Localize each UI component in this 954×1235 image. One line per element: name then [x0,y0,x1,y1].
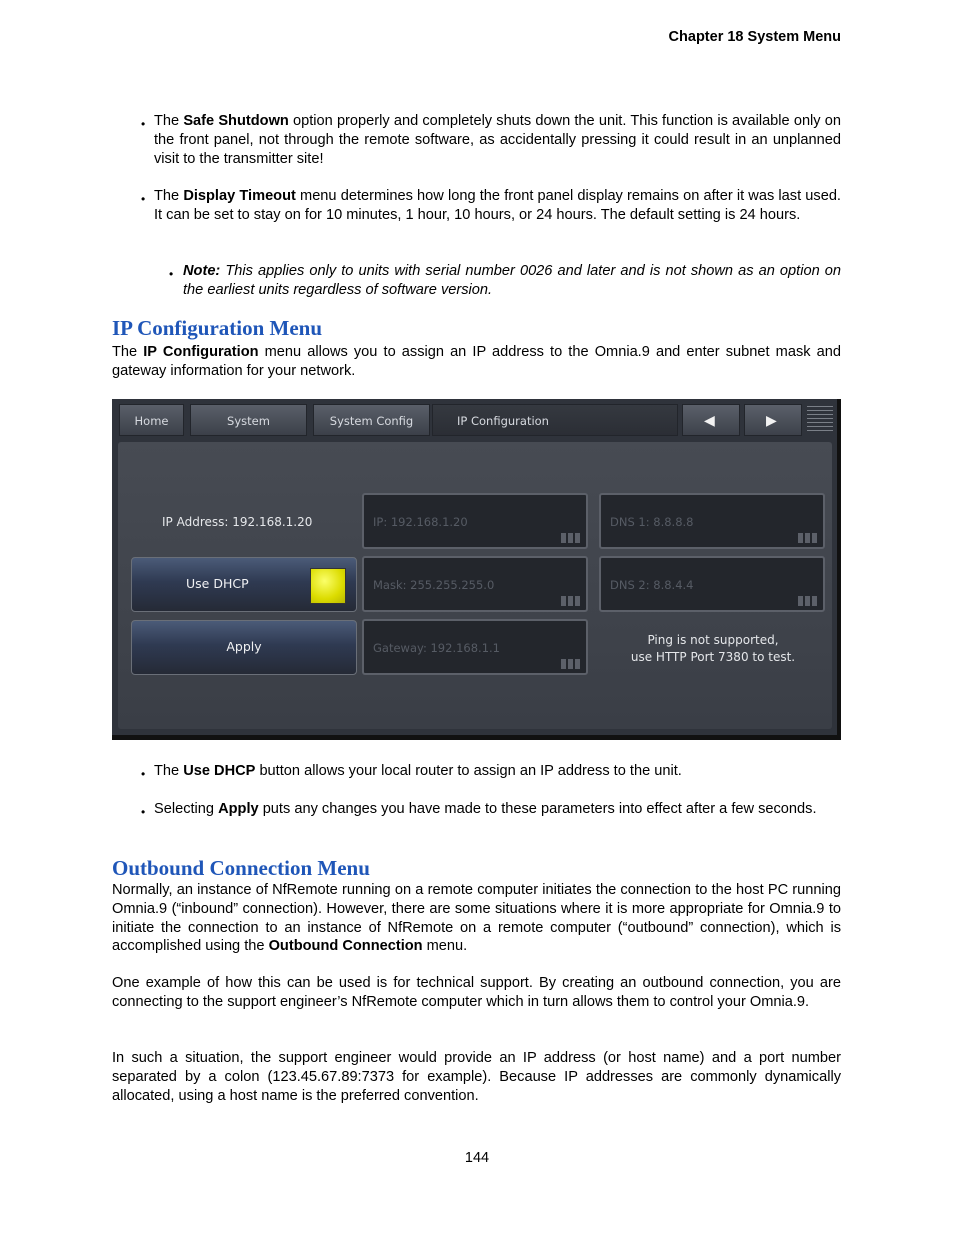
keypad-icon [561,533,581,543]
bullet-icon: • [141,117,146,131]
dhcp-indicator-led [310,568,346,604]
sub-bullet-icon: • [169,267,174,281]
use-dhcp-button[interactable] [131,557,357,612]
keypad-icon [561,596,581,606]
mask-field[interactable] [362,556,588,612]
ip-field-value: IP: 192.168.1.20 [373,515,468,529]
arrow-right-icon: ▶ [766,413,777,429]
tab-ip-configuration[interactable]: IP Configuration [432,404,678,436]
ip-settings-panel [118,442,832,729]
mask-field-value: Mask: 255.255.255.0 [373,578,495,592]
outbound-paragraph-1: Normally, an instance of NfRemote running on a remote computer initiates the connection to the host PC running Omnia.9 (“inbound” connection). However, there are some situations where it is more appropriate for Omnia.9 to initiate the connection to an instance of NfRemote on a remote computer (“outbound” connection), which is accomplished using the Outbound Connection menu. [112,882,841,955]
apply-button[interactable] [131,620,357,675]
note-text: Note: This applies only to units with serial number 0026 and later and is not shown as an option on the earliest units regardless of software version. [183,263,841,298]
use-dhcp-label: Use DHCP [186,576,249,591]
dns2-field[interactable] [599,556,825,612]
gateway-field-value: Gateway: 192.168.1.1 [373,641,500,655]
tab-home[interactable]: Home [119,404,184,436]
bullet-icon: • [141,767,146,781]
ip-field[interactable] [362,493,588,549]
keypad-icon [561,659,581,669]
apply-label: Apply [226,639,262,654]
prev-button[interactable] [682,404,740,436]
outbound-paragraph-2: One example of how this can be used is for technical support. By creating an outbound connection, you are connecting to the support engineer’s NfRemote computer which in turn allows them to control your Omnia.9. [112,975,841,1010]
arrow-left-icon: ◀ [704,413,715,429]
bullet-use-dhcp: The Use DHCP button allows your local router to assign an IP address to the unit. [154,763,682,779]
bullet-display-timeout: The Display Timeout menu determines how long the front panel display remains on after it was last used. It can be set to stay on for 10 minutes, 1 hour, 10 hours, or 24 hours. The default setting is 24 hours. [154,188,841,223]
dns2-field-value: DNS 2: 8.8.4.4 [610,578,694,592]
ip-configuration-heading: IP Configuration Menu [112,316,323,340]
keypad-icon [798,596,818,606]
bullet-safe-shutdown: The Safe Shutdown option properly and completely shuts down the unit. This function is available only on the front panel, not through the remote software, as accidentally pressing it could result in an unplanned visit to the transmitter site! [154,113,841,167]
dns1-field[interactable] [599,493,825,549]
outbound-connection-heading: Outbound Connection Menu [112,856,370,880]
keypad-icon [798,533,818,543]
tab-system-config[interactable]: System Config [313,404,430,436]
bullet-apply: Selecting Apply puts any changes you have made to these parameters into effect after a few seconds. [154,801,817,817]
gateway-field[interactable] [362,619,588,675]
ip-address-readout: IP Address: 192.168.1.20 [162,515,313,529]
running-header: Chapter 18 System Menu [668,29,841,45]
ip-configuration-screenshot [112,399,841,740]
page-number: 144 [464,1150,490,1166]
dns1-field-value: DNS 1: 8.8.8.8 [610,515,694,529]
outbound-paragraph-3: In such a situation, the support engineer would provide an IP address (or host name) and a port number separated by a colon (123.45.67.89:7373 for example). Because IP addresses are commonly dynamically allocated, using a host name is the preferred convention. [112,1050,841,1104]
ip-configuration-intro: The IP Configuration menu allows you to assign an IP address to the Omnia.9 and enter subnet mask and gateway information for your network. [112,344,841,379]
tab-system[interactable]: System [190,404,307,436]
next-button[interactable] [744,404,802,436]
ping-notice: Ping is not supported, use HTTP Port 7380 to test. [630,633,796,664]
bullet-icon: • [141,805,146,819]
menu-grip-icon[interactable] [807,406,833,434]
bullet-icon: • [141,192,146,206]
